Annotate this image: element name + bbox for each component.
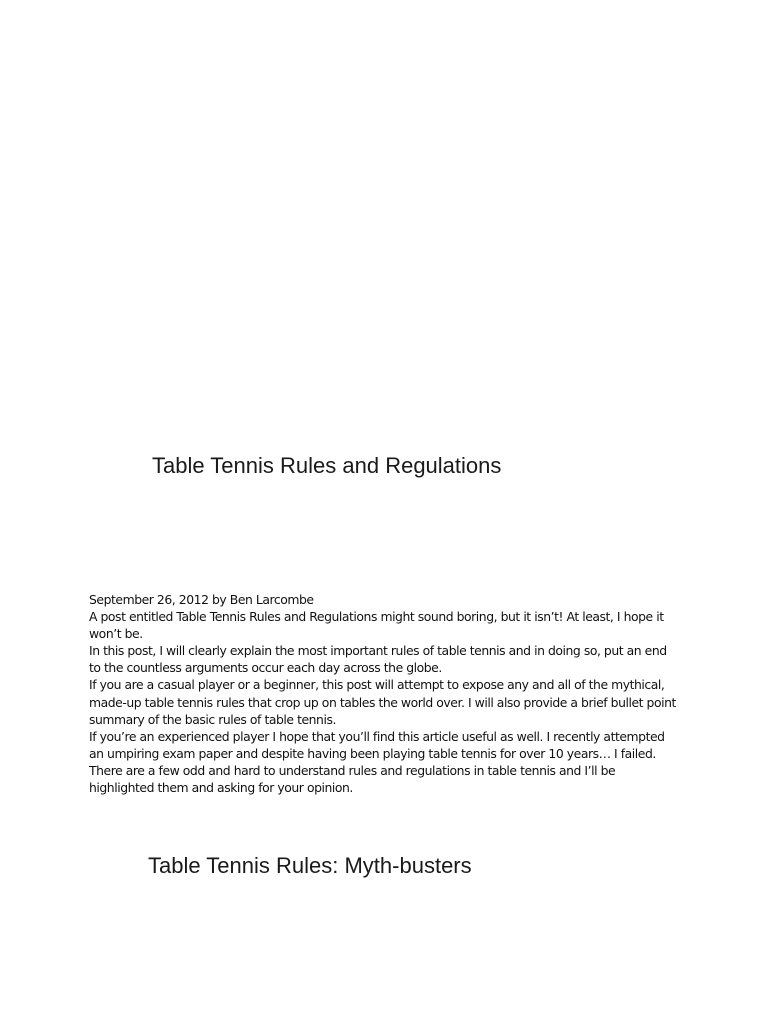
page-title: Table Tennis Rules and Regulations — [152, 453, 502, 478]
paragraph: If you are a casual player or a beginner, this post will attempt to expose any and all of the mythical, made-up table tennis rules that crop up on tables the world over. I will also provide a brief bullet point summary of the basic rules of table tennis. — [89, 677, 676, 727]
paragraph: If you’re an experienced player I hope that you’ll find this article useful as well. I recently attempted an umpiring exam paper and despite having been playing table tennis for over 10 years… I failed. There are a few odd and hard to understand rules and regulations in table tennis and I’ll be highlighted them and asking for your opinion. — [89, 728, 665, 796]
article-body — [89, 591, 679, 796]
section-heading: Table Tennis Rules: Myth-busters — [148, 853, 472, 878]
paragraph: In this post, I will clearly explain the most important rules of table tennis and in doing so, put an end to the countless arguments occur each day across the globe. — [89, 643, 667, 676]
paragraph: A post entitled Table Tennis Rules and Regulations might sound boring, but it isn’t! At least, I hope it won’t be. — [89, 609, 664, 642]
byline: September 26, 2012 by Ben Larcombe — [89, 592, 314, 607]
